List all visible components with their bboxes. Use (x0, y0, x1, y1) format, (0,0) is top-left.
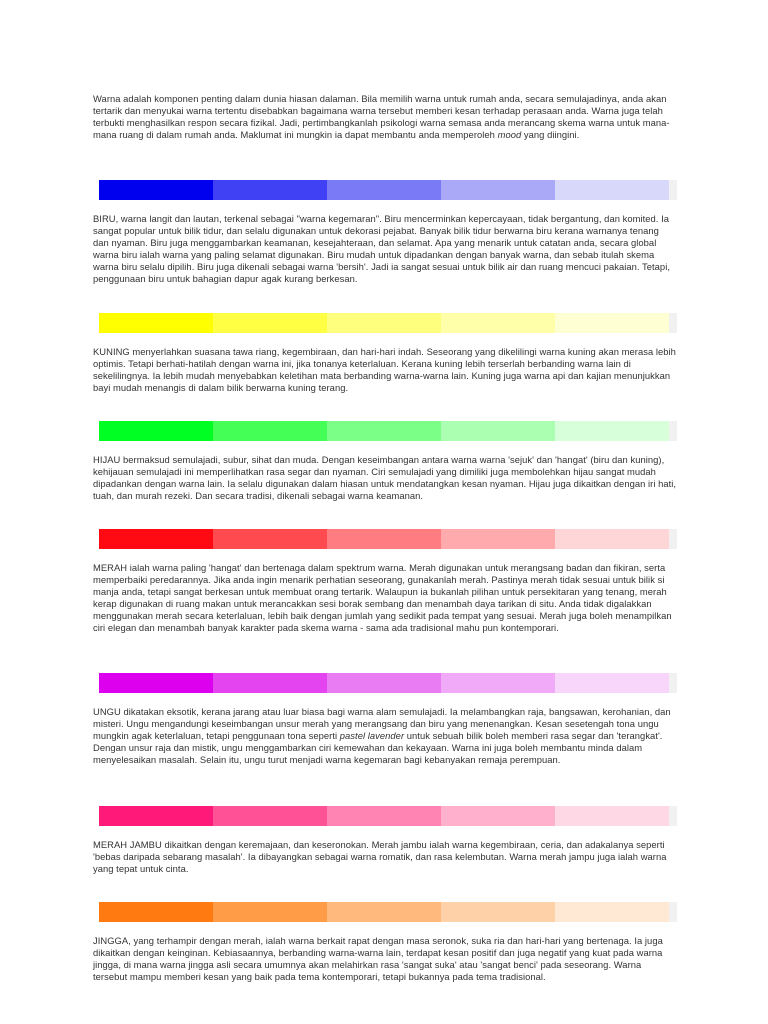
swatch (213, 673, 327, 693)
swatch (441, 529, 555, 549)
section-text-hijau: HIJAU bermaksud semulajadi, subur, sihat dan muda. Dengan keseimbangan antara warna warna 'sejuk' dan 'hangat' (biru dan kuning), kehijauan semulajadi ini memperlihatkan rasa segar dan nyaman. Ciri semulajadi yang dimiliki juga membolehkan hijau sangat mudah dipadankan dengan warna lain. Ia selalu digunakan dalam hiasan untuk mendatangkan kesan nyaman. Hijau juga dikaitkan dengan iri hati, tuah, dan murah rezeki. Dan secara tradisi, dikenali sebagai warna keamanan. (93, 454, 677, 501)
swatch-row-kuning (99, 313, 677, 333)
swatch (441, 902, 555, 922)
section-text-jingga: JINGGA, yang terhampir dengan merah, ialah warna berkait rapat dengan masa seronok, suka ria dan hari-hari yang bertenaga. Ia juga dikaitkan dengan keinginan. Kebiasaannya, berbanding warna-warna lain, terdapat kesan positif dan juga negatif yang kuat pada warna jingga, di mana warna jingga asli secara umumnya akan melahirkan rasa 'sangat suka' atau 'sangat benci' pada seseorang. Warna tersebut mampu memberi kesan yang baik pada tema kontemporari, tetapi bukannya pada tema tradisional. (93, 935, 663, 982)
ungu-emphasis: pastel lavender (339, 729, 405, 741)
swatch (213, 313, 327, 333)
swatch (99, 806, 213, 826)
swatch (99, 902, 213, 922)
intro-paragraph (93, 93, 677, 141)
swatch (555, 529, 669, 549)
swatch-row-end (669, 421, 677, 441)
swatch-row-end (669, 313, 677, 333)
section-text-ungu: UNGU dikatakan eksotik, kerana jarang atau luar biasa bagi warna alam semulajadi. Ia melambangkan raja, bangsawan, kerohanian, dan misteri. Ungu mengandungi keseimbangan unsur merah yang merangsang dan biru yang menenangkan. Kesan sesetengah tona ungu mungkin agak keterlaluan, tetapi penggunaan tona seperti pastel lavender untuk sebuah bilik boleh memberi rasa segar dan 'terangkat'. Dengan unsur raja dan mistik, ungu menggambarkan ciri kemewahan dan kekayaan. Warna ini juga boleh membantu minda dalam menyelesaikan masalah. Selain itu, ungu turut menjadi warna kegemaran bagi kebanyakan remaja perempuan. (93, 706, 671, 765)
section-text-kuning: KUNING menyerlahkan suasana tawa riang, kegembiraan, dan hari-hari indah. Seseorang yang dikelilingi warna kuning akan merasa lebih optimis. Tetapi berhati-hatilah dengan warna ini, jika tonanya keterlaluan. Kerana kuning lebih terserlah berbanding warna lain di sekelilingnya. Ia lebih mudah menyebabkan keletihan mata berbanding warna-warna lain. Kuning juga warna api dan kajian menunjukkan bayi mudah menangis di dalam bilik berwarna kuning terang. (93, 346, 676, 393)
swatch-row-end (669, 806, 677, 826)
swatch (327, 313, 441, 333)
swatch (99, 421, 213, 441)
swatch-row-end (669, 902, 677, 922)
intro-text: Warna adalah komponen penting dalam dunia hiasan dalaman. Bila memilih warna untuk rumah anda, secara semulajadinya, anda akan tertarik dan menyukai warna tertentu disebabkan bagaimana warna tersebut memberi kesan terhadap perasaan anda. Warna juga telah terbukti menghasilkan respon secara fizikal. Jadi, pertimbangkanlah psikologi warna semasa anda merancang skema warna untuk mana-mana ruang di dalam rumah anda. Maklumat ini mungkin ia dapat membantu anda memperoleh mood yang diingini. (93, 93, 670, 140)
swatch-row-merah-jambu (99, 806, 677, 826)
section-merah (93, 562, 677, 633)
swatch (213, 902, 327, 922)
swatch (555, 806, 669, 826)
section-ungu (93, 706, 677, 766)
swatch (555, 313, 669, 333)
section-kuning (93, 346, 677, 394)
swatch (441, 806, 555, 826)
swatch (213, 806, 327, 826)
swatch (99, 529, 213, 549)
swatch (99, 673, 213, 693)
swatch (327, 180, 441, 200)
swatch (441, 421, 555, 441)
swatch-row-jingga (99, 902, 677, 922)
swatch-row-ungu (99, 673, 677, 693)
section-jingga (93, 935, 677, 983)
swatch (327, 529, 441, 549)
section-merah-jambu (93, 839, 677, 875)
swatch-row-end (669, 180, 677, 200)
swatch-row-merah (99, 529, 677, 549)
swatch (555, 180, 669, 200)
swatch (441, 180, 555, 200)
swatch (213, 529, 327, 549)
swatch-row-end (669, 673, 677, 693)
section-biru (93, 213, 677, 284)
swatch (555, 902, 669, 922)
swatch (327, 673, 441, 693)
section-text-merah: MERAH ialah warna paling 'hangat' dan bertenaga dalam spektrum warna. Merah digunakan untuk merangsang badan dan fikiran, serta memperbaiki peredarannya. Jika anda ingin menarik perhatian seseorang, gunakanlah merah. Pastinya merah tidak sesuai untuk bilik si manja anda, tetapi sangat berkesan untuk membuat orang tertarik. Walaupun ia bukanlah pilihan untuk persekitaran yang tenang, merah kerap digunakan di ruang makan untuk merancakkan sesi borak sembang dan menambah daya tarikan di situ. Anda tidak digalakkan menggunakan merah secara keterlaluan, lebih baik dengan jumlah yang sedikit pada tempat yang sesuai. Merah juga boleh menampilkan ciri elegan dan menambah banyak karakter pada skema warna - sama ada tradisional mahu pun kontemporari. (93, 562, 672, 633)
swatch-row-hijau (99, 421, 677, 441)
intro-emphasis: mood (497, 128, 522, 140)
section-text-biru: BIRU, warna langit dan lautan, terkenal sebagai "warna kegemaran". Biru mencerminkan kepercayaan, tidak bergantung, dan komited. Ia sangat popular untuk bilik tidur, dan selalu digunakan untuk dekorasi pejabat. Banyak bilik tidur berwarna biru kerana warnanya tenang dan nyaman. Biru juga menggambarkan keamanan, kesejahteraan, dan selamat. Apa yang menarik untuk catatan anda, secara global warna biru ialah warna yang paling selamat digunakan. Biru mudah untuk dipadankan dengan banyak warna, dan sebab itulah skema warna biru selalu dipilih. Biru juga dikenali sebagai warna 'bersih'. Jadi ia sangat sesuai untuk bilik air dan ruang mencuci pakaian. Tetapi, penggunaan biru untuk bahagian dapur agak kurang berkesan. (93, 213, 670, 284)
swatch (555, 673, 669, 693)
swatch (213, 421, 327, 441)
swatch (327, 806, 441, 826)
swatch (327, 902, 441, 922)
swatch-row-end (669, 529, 677, 549)
swatch (99, 180, 213, 200)
section-hijau (93, 454, 677, 502)
swatch (213, 180, 327, 200)
swatch (555, 421, 669, 441)
swatch (441, 673, 555, 693)
swatch (441, 313, 555, 333)
swatch (327, 421, 441, 441)
section-text-merah-jambu: MERAH JAMBU dikaitkan dengan keremajaan, dan keseronokan. Merah jambu ialah warna kegembiraan, ceria, dan adakalanya seperti 'bebas daripada sebarang masalah'. Ia dibayangkan sebagai warna romatik, dan rasa kelembutan. Warna merah jampu juga ialah warna yang tepat untuk cinta. (93, 839, 667, 874)
swatch (99, 313, 213, 333)
swatch-row-biru (99, 180, 677, 200)
